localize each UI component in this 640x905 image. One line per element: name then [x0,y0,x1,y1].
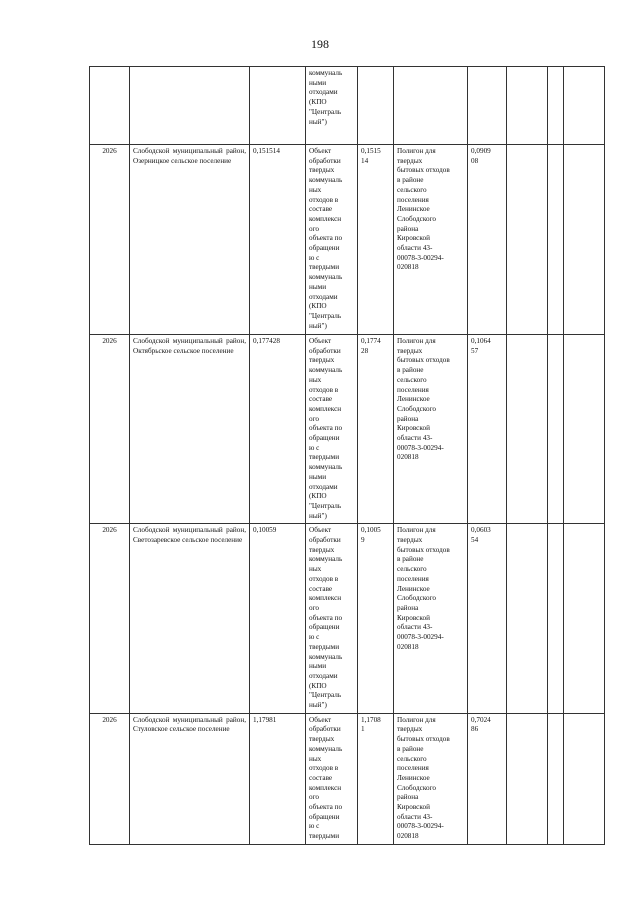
cell-line: комплексн [309,783,342,792]
cell-line: 0,1774 [361,337,381,345]
value1-cell: 0,10059 [250,524,306,713]
cell-line: (КПО [309,302,327,311]
empty-cell [564,67,605,145]
cell-line: отходов в [309,764,339,773]
cell-line: в районе [397,176,424,185]
cell-line: Кировской [397,613,430,622]
value3-cell [468,524,507,713]
cell-line: 00078-3-00294- [397,443,444,452]
cell-line: 0,1064 [471,337,491,345]
cell-line: 020818 [397,642,419,651]
cell-line: Полигон для [397,337,436,345]
table-row [90,145,605,335]
cell-line: сельского [397,565,427,574]
cell-line: отходами [309,482,338,491]
cell-line: составе [309,205,333,214]
cell-line: комплексн [309,594,342,603]
object-cell [306,145,358,335]
cell-line: коммуналь [309,555,343,564]
cell-line: отходами [309,292,338,301]
cell-line: ными [309,282,327,291]
cell-line: Слободского [397,594,436,603]
value2-cell [358,67,394,145]
waste-flow-table [89,66,605,845]
value1-cell [250,67,306,145]
cell-line: обращени [309,434,340,443]
cell-line: твердыми [309,642,340,651]
cell-line: бытовых отходов [397,166,450,175]
cell-line: ными [309,472,327,481]
cell-line: 1 [361,725,365,734]
empty-cell [564,524,605,713]
empty-cell [564,713,605,844]
cell-line: ных [309,754,322,763]
cell-line: "Централь [309,311,342,320]
cell-line: бытовых отходов [397,545,450,554]
cell-line: в районе [397,366,424,375]
cell-line: отходов в [309,385,339,394]
empty-cell [548,524,564,713]
cell-line: твердых [309,545,335,554]
cell-line: Объект [309,337,332,345]
cell-line: в районе [397,555,424,564]
cell-line: 00078-3-00294- [397,633,444,642]
cell-line: 9 [361,536,365,545]
cell-line: сельского [397,375,427,384]
territory-cell: Слободской муниципальный район, Октябрьское сельское поселение [130,335,250,524]
object-cell [306,67,358,145]
cell-line: 0,7024 [471,715,491,724]
cell-line: района [397,414,419,423]
cell-line: бытовых отходов [397,735,450,744]
cell-line: ю с [309,633,320,642]
cell-line: ный") [309,701,327,710]
cell-line: "Централь [309,691,342,700]
cell-line: обработки [309,346,341,355]
cell-line: объекта по [309,803,343,812]
cell-line: коммуналь [309,652,343,661]
cell-line: (КПО [309,681,327,690]
cell-line: района [397,793,419,802]
cell-line: Объект [309,147,332,155]
cell-line: Ленинское [397,773,430,782]
cell-line: твердых [309,166,335,175]
object-cell [306,713,358,844]
cell-line: 020818 [397,263,419,272]
cell-line: ю с [309,443,320,452]
cell-line: 54 [471,536,479,545]
cell-line: ю с [309,822,320,831]
cell-line: 1,1708 [361,715,381,724]
cell-line: "Централь [309,501,342,510]
cell-line: ными [309,78,327,87]
cell-line: поселения [397,764,429,773]
cell-line: твердых [397,725,423,734]
year-cell: 2026 [90,524,130,713]
value1-cell: 0,177428 [250,335,306,524]
facility-cell [394,524,468,713]
cell-line: обращени [309,623,340,632]
cell-line: коммуналь [309,273,343,282]
cell-line: Ленинское [397,584,430,593]
year-cell: 2026 [90,713,130,844]
cell-line: ными [309,662,327,671]
cell-line: Слободского [397,783,436,792]
table-row [90,713,605,844]
cell-line: сельского [397,754,427,763]
empty-cell [548,145,564,335]
empty-cell [507,67,548,145]
value3-cell [468,335,507,524]
cell-line: отходами [309,671,338,680]
cell-line: ных [309,375,322,384]
cell-line: отходами [309,88,338,97]
object-cell [306,524,358,713]
value1-cell: 0,151514 [250,145,306,335]
cell-line: обработки [309,156,341,165]
cell-line: ого [309,224,319,233]
year-cell: 2026 [90,145,130,335]
cell-line: отходов в [309,195,339,204]
value2-cell [358,335,394,524]
cell-line: Кировской [397,234,430,243]
cell-line: коммуналь [309,69,343,77]
cell-line: составе [309,395,333,404]
cell-line: Полигон для [397,526,436,535]
facility-cell [394,713,468,844]
cell-line: объекта по [309,424,343,433]
value3-cell [468,67,507,145]
empty-cell [507,145,548,335]
cell-line: твердыми [309,453,340,462]
cell-line: области 43- [397,244,433,253]
empty-cell [548,335,564,524]
cell-line: ный") [309,321,327,330]
cell-line: 00078-3-00294- [397,822,444,831]
table-row-continuation [90,67,605,145]
cell-line: района [397,224,419,233]
page-number: 198 [311,37,329,51]
cell-line: составе [309,773,333,782]
territory-cell [130,67,250,145]
cell-line: ный") [309,117,327,126]
cell-line: коммуналь [309,176,343,185]
cell-line: составе [309,584,333,593]
cell-line: 00078-3-00294- [397,253,444,262]
empty-cell [548,713,564,844]
cell-line: Слободского [397,404,436,413]
cell-line: обращени [309,244,340,253]
cell-line: ого [309,414,319,423]
value2-cell [358,524,394,713]
value1-cell: 1,17981 [250,713,306,844]
cell-line: Слободского [397,214,436,223]
empty-cell [507,524,548,713]
territory-cell: Слободской муниципальный район, Озерницкое сельское поселение [130,145,250,335]
value2-cell [358,713,394,844]
cell-line: поселения [397,385,429,394]
cell-line: твердыми [309,832,340,841]
cell-line: в районе [397,744,424,753]
empty-cell [507,713,548,844]
object-cell [306,335,358,524]
cell-line: твердыми [309,263,340,272]
cell-line: "Централь [309,107,342,116]
cell-line: ого [309,603,319,612]
empty-cell [507,335,548,524]
value3-cell [468,713,507,844]
cell-line: области 43- [397,812,433,821]
cell-line: твердых [397,536,423,545]
value2-cell [358,145,394,335]
cell-line: Ленинское [397,205,430,214]
cell-line: 0,0603 [471,526,491,535]
cell-line: района [397,603,419,612]
year-cell [90,67,130,145]
cell-line: 020818 [397,453,419,462]
value3-cell [468,145,507,335]
facility-cell [394,335,468,524]
empty-cell [564,335,605,524]
cell-line: 0,0909 [471,147,491,155]
cell-line: комплексн [309,404,342,413]
cell-line: сельского [397,185,427,194]
cell-line: ю с [309,253,320,262]
cell-line: Полигон для [397,147,436,155]
cell-line: Кировской [397,424,430,433]
table-row [90,335,605,524]
cell-line: ный") [309,511,327,520]
cell-line: ных [309,185,322,194]
cell-line: ных [309,565,322,574]
cell-line: коммуналь [309,366,343,375]
facility-cell [394,67,468,145]
cell-line: (КПО [309,492,327,501]
cell-line: Полигон для [397,715,436,724]
cell-line: 020818 [397,832,419,841]
empty-cell [564,145,605,335]
cell-line: комплексн [309,214,342,223]
cell-line: твердых [397,156,423,165]
cell-line: 86 [471,725,479,734]
cell-line: обращени [309,812,340,821]
cell-line: (КПО [309,98,327,107]
empty-cell [548,67,564,145]
cell-line: объекта по [309,234,343,243]
cell-line: обработки [309,536,341,545]
cell-line: поселения [397,195,429,204]
cell-line: 0,1515 [361,147,381,155]
cell-line: отходов в [309,574,339,583]
cell-line: коммуналь [309,463,343,472]
cell-line: 14 [361,156,369,165]
cell-line: 28 [361,346,369,355]
cell-line: поселения [397,574,429,583]
cell-line: ого [309,793,319,802]
cell-line: области 43- [397,623,433,632]
cell-line: твердых [309,356,335,365]
cell-line: Кировской [397,803,430,812]
cell-line: 57 [471,346,479,355]
cell-line: коммуналь [309,744,343,753]
cell-line: Объект [309,715,332,724]
cell-line: бытовых отходов [397,356,450,365]
cell-line: области 43- [397,434,433,443]
cell-line: обработки [309,725,341,734]
territory-cell: Слободской муниципальный район, Стуловское сельское поселение [130,713,250,844]
cell-line: твердых [309,735,335,744]
cell-line: 0,1005 [361,526,381,535]
year-cell: 2026 [90,335,130,524]
territory-cell: Слободской муниципальный район, Светозаревское сельское поселение [130,524,250,713]
facility-cell [394,145,468,335]
cell-line: 08 [471,156,479,165]
cell-line: Ленинское [397,395,430,404]
cell-line: Объект [309,526,332,535]
cell-line: объекта по [309,613,343,622]
cell-line: твердых [397,346,423,355]
table-body [90,67,605,845]
table-row [90,524,605,713]
